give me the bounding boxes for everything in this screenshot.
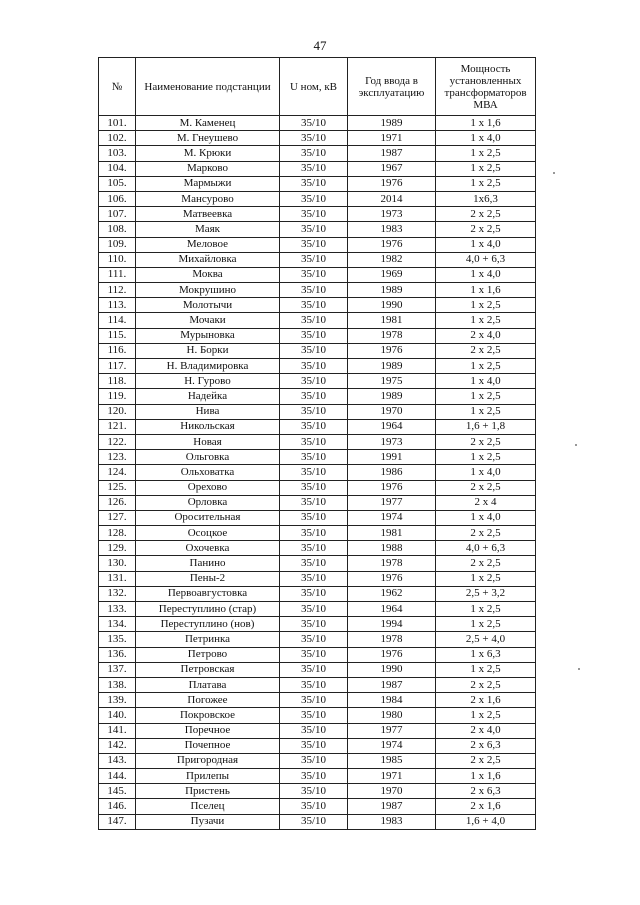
commission-year: 1970 <box>348 784 436 799</box>
header-transformer-power: Мощность установленных трансформаторов МВА <box>436 58 536 116</box>
table-row <box>99 207 536 222</box>
table-row <box>99 602 536 617</box>
nominal-voltage: 35/10 <box>280 586 348 601</box>
transformer-power: 2,5 + 3,2 <box>436 586 536 601</box>
row-number: 101. <box>99 116 136 131</box>
table-row <box>99 814 536 829</box>
commission-year: 1978 <box>348 328 436 343</box>
commission-year: 1981 <box>348 313 436 328</box>
row-number: 113. <box>99 298 136 313</box>
table-row <box>99 419 536 434</box>
table-row <box>99 343 536 358</box>
transformer-power: 1 x 2,5 <box>436 176 536 191</box>
nominal-voltage: 35/10 <box>280 769 348 784</box>
commission-year: 1989 <box>348 116 436 131</box>
nominal-voltage: 35/10 <box>280 298 348 313</box>
commission-year: 1978 <box>348 632 436 647</box>
header-substation-name: Наименование подстанции <box>136 58 280 116</box>
row-number: 124. <box>99 465 136 480</box>
row-number: 118. <box>99 374 136 389</box>
substation-name: Нива <box>136 404 280 419</box>
row-number: 123. <box>99 450 136 465</box>
row-number: 104. <box>99 161 136 176</box>
table-row <box>99 693 536 708</box>
transformer-power: 1 x 4,0 <box>436 374 536 389</box>
row-number: 122. <box>99 434 136 449</box>
commission-year: 1987 <box>348 799 436 814</box>
transformer-power: 4,0 + 6,3 <box>436 541 536 556</box>
commission-year: 1964 <box>348 419 436 434</box>
substation-name: Петринка <box>136 632 280 647</box>
commission-year: 1987 <box>348 677 436 692</box>
substation-name: Пузачи <box>136 814 280 829</box>
table-row <box>99 556 536 571</box>
table-row <box>99 374 536 389</box>
substations-table <box>98 57 536 830</box>
substation-name: Мурыновка <box>136 328 280 343</box>
table-row <box>99 298 536 313</box>
transformer-power: 1 x 4,0 <box>436 267 536 282</box>
table-row <box>99 237 536 252</box>
nominal-voltage: 35/10 <box>280 465 348 480</box>
commission-year: 1969 <box>348 267 436 282</box>
row-number: 147. <box>99 814 136 829</box>
nominal-voltage: 35/10 <box>280 693 348 708</box>
row-number: 140. <box>99 708 136 723</box>
table-row <box>99 161 536 176</box>
substation-name: Петрово <box>136 647 280 662</box>
nominal-voltage: 35/10 <box>280 556 348 571</box>
nominal-voltage: 35/10 <box>280 814 348 829</box>
table-row <box>99 510 536 525</box>
substation-name: Пристень <box>136 784 280 799</box>
transformer-power: 2 x 2,5 <box>436 753 536 768</box>
row-number: 115. <box>99 328 136 343</box>
commission-year: 1990 <box>348 298 436 313</box>
nominal-voltage: 35/10 <box>280 647 348 662</box>
substation-name: Погожее <box>136 693 280 708</box>
transformer-power: 1 x 4,0 <box>436 510 536 525</box>
substation-name: Н. Владимировка <box>136 359 280 374</box>
substation-name: Надейка <box>136 389 280 404</box>
substation-name: Никольская <box>136 419 280 434</box>
transformer-power: 2 x 6,3 <box>436 738 536 753</box>
nominal-voltage: 35/10 <box>280 343 348 358</box>
commission-year: 1990 <box>348 662 436 677</box>
substation-name: Мочаки <box>136 313 280 328</box>
row-number: 102. <box>99 131 136 146</box>
nominal-voltage: 35/10 <box>280 176 348 191</box>
substation-name: Новая <box>136 434 280 449</box>
nominal-voltage: 35/10 <box>280 191 348 206</box>
row-number: 139. <box>99 693 136 708</box>
transformer-power: 1 x 2,5 <box>436 662 536 677</box>
substation-name: Петровская <box>136 662 280 677</box>
commission-year: 1988 <box>348 541 436 556</box>
substation-name: Мокрушино <box>136 283 280 298</box>
table-row <box>99 116 536 131</box>
table-row <box>99 222 536 237</box>
substation-name: Марково <box>136 161 280 176</box>
substation-name: Пселец <box>136 799 280 814</box>
substation-name: Матвеевка <box>136 207 280 222</box>
table-row <box>99 586 536 601</box>
row-number: 106. <box>99 191 136 206</box>
substation-name: Орехово <box>136 480 280 495</box>
nominal-voltage: 35/10 <box>280 222 348 237</box>
substation-name: Мансурово <box>136 191 280 206</box>
transformer-power: 1 x 4,0 <box>436 465 536 480</box>
table-row <box>99 632 536 647</box>
row-number: 130. <box>99 556 136 571</box>
transformer-power: 2 x 2,5 <box>436 526 536 541</box>
transformer-power: 2 x 2,5 <box>436 677 536 692</box>
nominal-voltage: 35/10 <box>280 677 348 692</box>
table-row <box>99 784 536 799</box>
table-row <box>99 753 536 768</box>
transformer-power: 2 x 4,0 <box>436 328 536 343</box>
substation-name: Меловое <box>136 237 280 252</box>
commission-year: 1967 <box>348 161 436 176</box>
row-number: 111. <box>99 267 136 282</box>
substation-name: М. Крюки <box>136 146 280 161</box>
row-number: 134. <box>99 617 136 632</box>
transformer-power: 1 x 2,5 <box>436 571 536 586</box>
substation-name: М. Каменец <box>136 116 280 131</box>
header-row <box>99 58 536 116</box>
nominal-voltage: 35/10 <box>280 617 348 632</box>
nominal-voltage: 35/10 <box>280 632 348 647</box>
row-number: 121. <box>99 419 136 434</box>
commission-year: 1986 <box>348 465 436 480</box>
table-row <box>99 450 536 465</box>
transformer-power: 1 x 1,6 <box>436 116 536 131</box>
commission-year: 1976 <box>348 480 436 495</box>
transformer-power: 1 x 2,5 <box>436 389 536 404</box>
nominal-voltage: 35/10 <box>280 480 348 495</box>
transformer-power: 1 x 2,5 <box>436 146 536 161</box>
transformer-power: 1 x 2,5 <box>436 313 536 328</box>
transformer-power: 1,6 + 4,0 <box>436 814 536 829</box>
nominal-voltage: 35/10 <box>280 389 348 404</box>
table-row <box>99 769 536 784</box>
row-number: 128. <box>99 526 136 541</box>
substation-name: Н. Борки <box>136 343 280 358</box>
nominal-voltage: 35/10 <box>280 571 348 586</box>
row-number: 131. <box>99 571 136 586</box>
nominal-voltage: 35/10 <box>280 267 348 282</box>
substation-name: Молотычи <box>136 298 280 313</box>
transformer-power: 2 x 2,5 <box>436 434 536 449</box>
row-number: 146. <box>99 799 136 814</box>
commission-year: 1994 <box>348 617 436 632</box>
table-row <box>99 799 536 814</box>
substation-name: Оросительная <box>136 510 280 525</box>
substation-name: Платава <box>136 677 280 692</box>
scan-speck <box>553 172 555 174</box>
substation-name: Почепное <box>136 738 280 753</box>
table-row <box>99 526 536 541</box>
commission-year: 1962 <box>348 586 436 601</box>
transformer-power: 1 x 1,6 <box>436 283 536 298</box>
commission-year: 1975 <box>348 374 436 389</box>
nominal-voltage: 35/10 <box>280 541 348 556</box>
transformer-power: 2 x 1,6 <box>436 799 536 814</box>
nominal-voltage: 35/10 <box>280 753 348 768</box>
transformer-power: 2,5 + 4,0 <box>436 632 536 647</box>
row-number: 129. <box>99 541 136 556</box>
nominal-voltage: 35/10 <box>280 708 348 723</box>
row-number: 114. <box>99 313 136 328</box>
nominal-voltage: 35/10 <box>280 738 348 753</box>
row-number: 136. <box>99 647 136 662</box>
commission-year: 1980 <box>348 708 436 723</box>
commission-year: 1973 <box>348 207 436 222</box>
table-row <box>99 677 536 692</box>
table-row <box>99 313 536 328</box>
row-number: 142. <box>99 738 136 753</box>
row-number: 144. <box>99 769 136 784</box>
row-number: 105. <box>99 176 136 191</box>
commission-year: 1974 <box>348 510 436 525</box>
nominal-voltage: 35/10 <box>280 313 348 328</box>
row-number: 132. <box>99 586 136 601</box>
commission-year: 1983 <box>348 814 436 829</box>
header-commission-year: Год ввода в эксплуатацию <box>348 58 436 116</box>
transformer-power: 2 x 4 <box>436 495 536 510</box>
header-voltage: U ном, кВ <box>280 58 348 116</box>
table-row <box>99 465 536 480</box>
commission-year: 1976 <box>348 343 436 358</box>
table-row <box>99 252 536 267</box>
commission-year: 1991 <box>348 450 436 465</box>
nominal-voltage: 35/10 <box>280 434 348 449</box>
nominal-voltage: 35/10 <box>280 526 348 541</box>
transformer-power: 1 x 2,5 <box>436 602 536 617</box>
nominal-voltage: 35/10 <box>280 419 348 434</box>
nominal-voltage: 35/10 <box>280 237 348 252</box>
commission-year: 1983 <box>348 222 436 237</box>
table-body <box>99 116 536 830</box>
table-row <box>99 359 536 374</box>
commission-year: 1984 <box>348 693 436 708</box>
transformer-power: 2 x 2,5 <box>436 343 536 358</box>
commission-year: 1985 <box>348 753 436 768</box>
nominal-voltage: 35/10 <box>280 252 348 267</box>
row-number: 141. <box>99 723 136 738</box>
nominal-voltage: 35/10 <box>280 207 348 222</box>
commission-year: 1989 <box>348 389 436 404</box>
transformer-power: 1 x 2,5 <box>436 161 536 176</box>
substation-name: Михайловка <box>136 252 280 267</box>
table-row <box>99 389 536 404</box>
row-number: 135. <box>99 632 136 647</box>
nominal-voltage: 35/10 <box>280 799 348 814</box>
row-number: 107. <box>99 207 136 222</box>
transformer-power: 2 x 2,5 <box>436 556 536 571</box>
commission-year: 1977 <box>348 495 436 510</box>
row-number: 120. <box>99 404 136 419</box>
row-number: 133. <box>99 602 136 617</box>
row-number: 125. <box>99 480 136 495</box>
transformer-power: 4,0 + 6,3 <box>436 252 536 267</box>
transformer-power: 1 x 2,5 <box>436 298 536 313</box>
substation-name: Н. Гурово <box>136 374 280 389</box>
commission-year: 1989 <box>348 359 436 374</box>
table-row <box>99 647 536 662</box>
transformer-power: 1 x 2,5 <box>436 359 536 374</box>
table-row <box>99 480 536 495</box>
substation-name: Ольговка <box>136 450 280 465</box>
row-number: 126. <box>99 495 136 510</box>
table-row <box>99 176 536 191</box>
substation-name: Моква <box>136 267 280 282</box>
substation-name: Ольховатка <box>136 465 280 480</box>
table-row <box>99 723 536 738</box>
commission-year: 1976 <box>348 176 436 191</box>
nominal-voltage: 35/10 <box>280 510 348 525</box>
commission-year: 1971 <box>348 131 436 146</box>
substation-name: Прилепы <box>136 769 280 784</box>
transformer-power: 1 x 2,5 <box>436 617 536 632</box>
substation-name: Переступлино (нов) <box>136 617 280 632</box>
transformer-power: 1 x 2,5 <box>436 708 536 723</box>
table-row <box>99 404 536 419</box>
row-number: 112. <box>99 283 136 298</box>
substation-name: Первоавгустовка <box>136 586 280 601</box>
transformer-power: 2 x 6,3 <box>436 784 536 799</box>
commission-year: 1974 <box>348 738 436 753</box>
table-row <box>99 541 536 556</box>
row-number: 110. <box>99 252 136 267</box>
table-row <box>99 662 536 677</box>
substation-name: Панино <box>136 556 280 571</box>
commission-year: 1976 <box>348 647 436 662</box>
transformer-power: 1 x 1,6 <box>436 769 536 784</box>
nominal-voltage: 35/10 <box>280 495 348 510</box>
table-row <box>99 267 536 282</box>
substation-name: Покровское <box>136 708 280 723</box>
nominal-voltage: 35/10 <box>280 131 348 146</box>
nominal-voltage: 35/10 <box>280 404 348 419</box>
nominal-voltage: 35/10 <box>280 662 348 677</box>
commission-year: 1970 <box>348 404 436 419</box>
substation-name: Охочевка <box>136 541 280 556</box>
commission-year: 1982 <box>348 252 436 267</box>
transformer-power: 1 x 2,5 <box>436 450 536 465</box>
table-row <box>99 283 536 298</box>
row-number: 138. <box>99 677 136 692</box>
substation-name: Переступлино (стар) <box>136 602 280 617</box>
nominal-voltage: 35/10 <box>280 116 348 131</box>
nominal-voltage: 35/10 <box>280 784 348 799</box>
commission-year: 1981 <box>348 526 436 541</box>
substation-name: Мармыжи <box>136 176 280 191</box>
commission-year: 1978 <box>348 556 436 571</box>
transformer-power: 2 x 2,5 <box>436 222 536 237</box>
header-number: № <box>99 58 136 116</box>
transformer-power: 2 x 2,5 <box>436 207 536 222</box>
row-number: 145. <box>99 784 136 799</box>
substation-name: Пригородная <box>136 753 280 768</box>
table-row <box>99 131 536 146</box>
commission-year: 1977 <box>348 723 436 738</box>
nominal-voltage: 35/10 <box>280 283 348 298</box>
substation-name: Маяк <box>136 222 280 237</box>
row-number: 116. <box>99 343 136 358</box>
transformer-power: 2 x 1,6 <box>436 693 536 708</box>
row-number: 108. <box>99 222 136 237</box>
substation-name: Осоцкое <box>136 526 280 541</box>
nominal-voltage: 35/10 <box>280 374 348 389</box>
commission-year: 2014 <box>348 191 436 206</box>
row-number: 127. <box>99 510 136 525</box>
nominal-voltage: 35/10 <box>280 359 348 374</box>
table-row <box>99 738 536 753</box>
row-number: 103. <box>99 146 136 161</box>
table-row <box>99 146 536 161</box>
commission-year: 1971 <box>348 769 436 784</box>
row-number: 119. <box>99 389 136 404</box>
nominal-voltage: 35/10 <box>280 161 348 176</box>
transformer-power: 1 x 4,0 <box>436 237 536 252</box>
row-number: 117. <box>99 359 136 374</box>
commission-year: 1973 <box>348 434 436 449</box>
nominal-voltage: 35/10 <box>280 146 348 161</box>
transformer-power: 1,6 + 1,8 <box>436 419 536 434</box>
commission-year: 1964 <box>348 602 436 617</box>
table-row <box>99 191 536 206</box>
transformer-power: 1x6,3 <box>436 191 536 206</box>
substation-name: М. Гнеушево <box>136 131 280 146</box>
substation-name: Орловка <box>136 495 280 510</box>
row-number: 143. <box>99 753 136 768</box>
table-row <box>99 617 536 632</box>
scan-speck <box>578 668 580 670</box>
substation-name: Поречное <box>136 723 280 738</box>
nominal-voltage: 35/10 <box>280 602 348 617</box>
nominal-voltage: 35/10 <box>280 450 348 465</box>
commission-year: 1987 <box>348 146 436 161</box>
transformer-power: 1 x 2,5 <box>436 404 536 419</box>
transformer-power: 2 x 4,0 <box>436 723 536 738</box>
row-number: 137. <box>99 662 136 677</box>
substation-name: Пены-2 <box>136 571 280 586</box>
table-header <box>99 58 536 116</box>
table-row <box>99 571 536 586</box>
transformer-power: 1 x 6,3 <box>436 647 536 662</box>
scan-speck <box>575 444 577 446</box>
transformer-power: 2 x 2,5 <box>436 480 536 495</box>
commission-year: 1976 <box>348 571 436 586</box>
row-number: 109. <box>99 237 136 252</box>
nominal-voltage: 35/10 <box>280 723 348 738</box>
page-number: 47 <box>313 38 327 53</box>
table-row <box>99 434 536 449</box>
nominal-voltage: 35/10 <box>280 328 348 343</box>
transformer-power: 1 x 4,0 <box>436 131 536 146</box>
table-row <box>99 708 536 723</box>
commission-year: 1976 <box>348 237 436 252</box>
commission-year: 1989 <box>348 283 436 298</box>
table-row <box>99 328 536 343</box>
table-row <box>99 495 536 510</box>
